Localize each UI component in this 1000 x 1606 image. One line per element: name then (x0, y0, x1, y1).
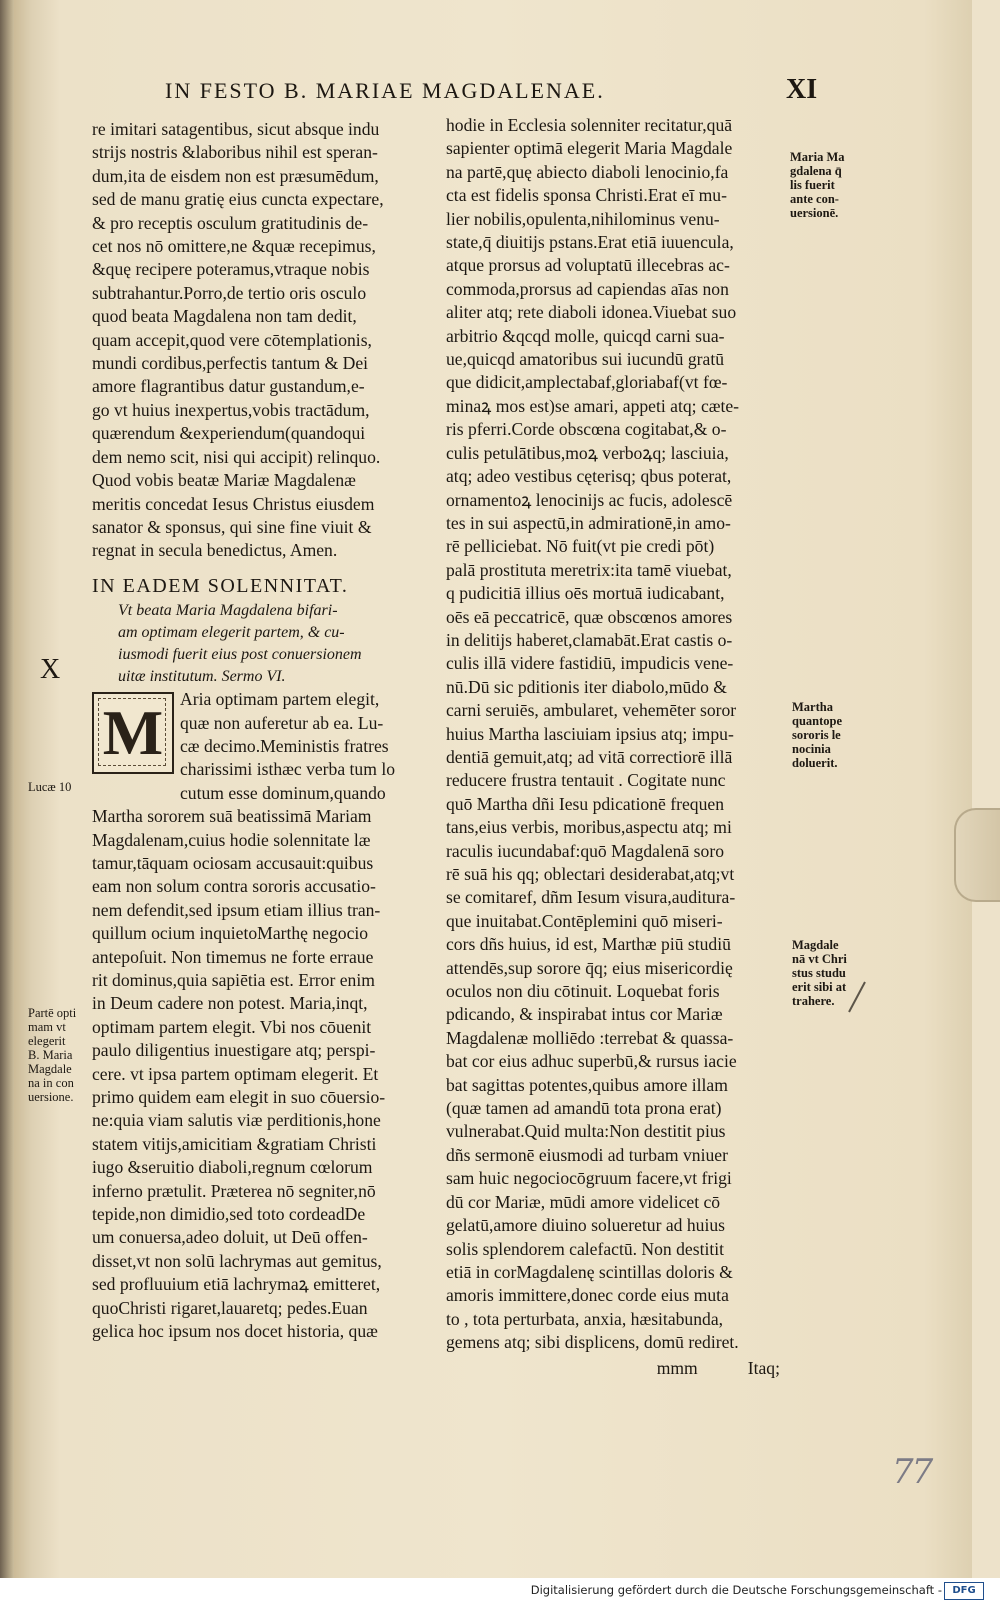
text-line: regnat in secula benedictus, Amen. (92, 540, 338, 561)
facing-page-edge (0, 0, 14, 1578)
running-head: IN FESTO B. MARIAE MAGDALENAE. (165, 78, 605, 103)
text-line: reducere frustra tentauit . Cogitate nunc (446, 770, 726, 791)
subtitle-line: uitæ institutum. Sermo VI. (118, 668, 286, 686)
margin-note-line: B. Maria (28, 1048, 73, 1062)
text-line: mundi cordibus,perfectis tantum & Dei (92, 353, 369, 374)
text-line: in Deum cadere non potest. Maria,inqt, (92, 993, 368, 1014)
margin-note-line: Lucæ 10 (28, 780, 72, 794)
text-line: quod beata Magdalena non tam dedit, (92, 306, 357, 327)
text-line: pdicando, & inspirabat intus cor Mariæ (446, 1004, 723, 1025)
text-line: ris pferri.Corde obscœna cogitabat,& o- (446, 419, 727, 440)
text-line: tes in sui aspectū,in admirationē,in amo- (446, 512, 731, 533)
text-line: cta est fidelis sponsa Christi.Erat eī mu- (446, 185, 727, 206)
margin-note-line: ante con- (790, 192, 839, 206)
text-line: charissimi isthæc verba tum lo (180, 759, 395, 780)
margin-note-line: nocinia (792, 742, 831, 756)
text-line: sed de manu gratię eius cuncta expectare, (92, 189, 384, 210)
text-line: cere. vt ipsa partem optimam elegerit. Et (92, 1063, 379, 1084)
section-heading: IN EADEM SOLENNITAT. (92, 574, 349, 597)
text-line: cutum esse dominum,quando (180, 782, 386, 803)
text-line: atque prorsus ad voluptatū illecebras ac- (446, 255, 730, 276)
text-line: culis petulātibus,moꝝ verboꝝq; lasciuia, (446, 442, 729, 463)
text-line: quam accepit,quod vere cōtemplationis, (92, 329, 372, 350)
margin-note-martha (792, 700, 842, 770)
text-line: paulo diligentius inuestigare atq; perspi- (92, 1040, 376, 1061)
margin-note-line: nā vt Chri (792, 952, 847, 966)
text-line: carni seruiēs, ambularet, vehemēter soror (446, 700, 737, 721)
folio-number: XI (786, 74, 818, 105)
text-line: cet nos nō omittere,ne &quæ recepimus, (92, 236, 376, 257)
dfg-logo-icon: DFG (944, 1582, 984, 1600)
text-line: antepoſuit. Non timemus ne forte erraue (92, 946, 374, 967)
text-line: disset,vt non solū lachrymas aut gemitus, (92, 1250, 382, 1271)
text-line: minaꝝ mos est)se amari, appeti atq; cæte- (446, 395, 740, 416)
text-line: rē pelliciebat. Nō fuit(vt pie credi pōt) (446, 536, 715, 557)
margin-note-line: Martha (792, 700, 833, 714)
text-line: sam huic negociocōgruum facere,vt frigi (446, 1168, 732, 1189)
digitization-credit: Digitalisierung gefördert durch die Deutsche Forschungsgemeinschaft - (530, 1583, 942, 1597)
text-line: Magdalenæ molliēdo :terrebat & quassa- (446, 1027, 734, 1048)
text-line: palā prostituta meretrix:ita tamē viuebat, (446, 559, 732, 580)
text-line: cæ decimo.Meministis fratres (180, 735, 389, 756)
margin-note-line: quantope (792, 714, 843, 728)
text-line: nem defendit,sed ipsum etiam illius tran- (92, 899, 381, 920)
catchword-line (446, 1357, 786, 1380)
margin-note-line: elegerit (28, 1034, 66, 1048)
text-line: iugo &seruitio diaboli,regnum cœlorum (92, 1157, 373, 1178)
text-line: cors dñs huius, id est, Marthæ piū studiū (446, 934, 731, 955)
margin-note-maria (790, 150, 845, 220)
text-line: rit dominus,quia sapiētia est. Error enim (92, 970, 375, 990)
text-line: um conuersa,adeo doluit, ut Deū offen- (92, 1227, 368, 1248)
text-line: rē suā his qq; oblectari desiderabat,atq;vt (446, 864, 735, 884)
text-line: ornamentoꝝ lenocinijs ac fucis, adolescē (446, 489, 733, 510)
text-line: state,q̄ diuitijs pstans.Erat etiā iuuencula, (446, 232, 734, 253)
left-column-text-a (92, 118, 437, 563)
margin-note-pars-optima (28, 1006, 76, 1104)
margin-note-line: Partē opti (28, 1006, 77, 1020)
left-column-text-b (92, 805, 437, 1343)
text-line: culis illā videre fastidiū, impudicis vene- (446, 653, 734, 674)
text-line: amore flagrantibus datur gustandum,e- (92, 376, 365, 397)
margin-note-line: Maria Ma (790, 150, 845, 164)
text-line: sapienter optimā elegerit Maria Magdale (446, 138, 733, 159)
text-line: arbitrio &qcqd molle, quicqd carni sua- (446, 325, 725, 346)
margin-note-line: doluerit. (792, 756, 838, 770)
text-line: hodie in Ecclesia solenniter recitatur,quā (446, 115, 733, 135)
text-line: statem vitijs,amicitiam &gratiam Christi (92, 1133, 377, 1154)
section-subtitle (92, 600, 437, 688)
decorated-initial (92, 692, 174, 774)
text-line: Aria optimam partem elegit, (180, 689, 380, 710)
text-line: quæ non auferetur ab ea. Lu- (180, 712, 384, 733)
margin-note-line: stus studu (792, 966, 846, 980)
text-line: (quæ tamen ad amandū tota prona erat) (446, 1098, 722, 1119)
text-line: commoda,prorsus ad capiendas aīas non (446, 278, 729, 299)
text-line: quoChristi rigaret,lauaretq; pedes.Euan (92, 1297, 368, 1318)
text-line: oēs eā peccatricē, quæ obscœnos amores (446, 606, 733, 627)
signature-mark: mmm (656, 1357, 698, 1378)
text-line: & pro receptis osculum gratitudinis de- (92, 212, 369, 233)
text-line: etiā in corMagdalenę scintillas doloris & (446, 1261, 733, 1282)
text-line: Magdalenam,cuius hodie solennitate læ (92, 829, 371, 850)
text-line: amoris immittere,donec corde eius muta (446, 1285, 729, 1306)
margin-note-luc (28, 780, 71, 794)
margin-note-line: gdalena q̄ (790, 164, 842, 178)
text-line: primo quidem eam elegit in suo cōuersio- (92, 1087, 386, 1108)
margin-note-line: trahere. (792, 994, 835, 1008)
text-line: nū.Dū sic pditionis iter diabolo,mūdo & (446, 676, 727, 697)
margin-note-line: sororis le (792, 728, 841, 742)
text-line: lier nobilis,opulenta,nihilominus venu- (446, 208, 720, 229)
text-line: to , tota perturbata, anxia, hæsitabunda, (446, 1308, 724, 1329)
margin-note-line: erit sibi at (792, 980, 847, 994)
text-line: attendēs,sup sorore q̄q; eius misericordię (446, 957, 733, 978)
text-line: sanator & sponsus, qui sine fine viuit & (92, 516, 372, 537)
text-line: aliter atq; rete diaboli idonea.Viuebat suo (446, 302, 737, 323)
margin-note-magdalena (792, 938, 847, 1008)
text-line: bat sagittas potentes,quibus amore illam (446, 1074, 728, 1095)
text-line: gelica hoc ipsum nos docet historia, quæ (92, 1321, 378, 1342)
subtitle-line: Vt beata Maria Magdalena bifari- (118, 602, 338, 620)
text-line: raculis iucundabaf:quō Magdalenā soro (446, 840, 724, 861)
handwritten-page-number: 77 (892, 1452, 932, 1492)
text-line: tans,eius verbis, moribus,aspectu atq; mi (446, 817, 732, 838)
text-line: ne:quia viam salutis viæ perditionis,hone (92, 1110, 381, 1131)
text-line: tepide,non dimidio,sed toto cordeadDe (92, 1204, 366, 1225)
text-line: subtrahantur.Porro,de tertio oris osculo (92, 282, 367, 303)
text-line: se comitaref, dñm Iesum visura,auditura- (446, 887, 736, 908)
text-line: meritis concedat Iesus Christus eiusdem (92, 493, 375, 514)
left-column (92, 118, 437, 1344)
text-line: Quod vobis beatæ Mariæ Magdalenæ (92, 470, 356, 491)
text-line: dum,ita de eisdem non est præsumēdum, (92, 165, 379, 186)
margin-note-line: uersione. (28, 1090, 74, 1104)
text-line: quillum ocium inquietoMarthę negocio (92, 923, 369, 944)
text-line: go vt huius inexpertus,vobis tractādum, (92, 399, 370, 420)
text-line: huius Martha lasciuiam ipsius atq; impu- (446, 723, 734, 744)
text-line: vulnerabat.Quid multa:Non destitit pius (446, 1121, 726, 1142)
initial-letter: M (102, 697, 164, 769)
text-line: tamur,tāquam ociosam accusauit:quibus (92, 852, 374, 873)
margin-note-line: Magdale (28, 1062, 72, 1076)
text-line: Martha sororem suā beatissimā Mariam (92, 806, 372, 827)
text-line: sed profluuium etiā lachrymaꝝ emitteret, (92, 1274, 381, 1295)
text-line: eam non solum contra sororis accusatio- (92, 876, 376, 897)
text-line: que inuitabat.Contēplemini quō miseri- (446, 910, 723, 931)
text-line: quō Martha dñi Iesu pdicationē frequen (446, 793, 724, 814)
text-line: ue,quicqd amatoribus sui iucundū gratū (446, 349, 725, 370)
margin-note-line: lis fuerit (790, 178, 835, 192)
initial-paragraph (92, 688, 437, 805)
catchword: Itaq; (747, 1357, 780, 1378)
right-column (446, 114, 786, 1380)
text-line: optimam partem elegit. Vbi nos cōuenit (92, 1016, 372, 1037)
text-line: in delitijs haberet,clamabāt.Erat castis o- (446, 629, 733, 650)
text-line: quærendum &experiendum(quandoqui (92, 423, 366, 444)
text-line: atq; adeo vestibus cęterisq; qbus poterat, (446, 466, 732, 487)
text-line: na partē,quę abiecto diaboli lenocinio,fa (446, 161, 729, 182)
text-line: que didicit,amplectabaf,gloriabaf(vt fœ- (446, 372, 728, 393)
text-line: inferno prætulit. Præterea nō segniter,nō (92, 1180, 376, 1201)
text-line: gelatū,amore diuino solueretur ad huius (446, 1215, 725, 1236)
text-line: solis splendorem calefactū. Non destitit (446, 1238, 725, 1259)
text-line: bat cor eius adhuc superbū,& rursus iacie (446, 1051, 737, 1072)
text-line: re imitari satagentibus, sicut absque indu (92, 119, 380, 139)
text-line: q pudicitiā illius oēs mortuā iudicabant, (446, 583, 725, 604)
margin-note-line: na in con (28, 1076, 74, 1090)
page-clip-tab (954, 808, 1000, 902)
margin-note-line: uersionē. (790, 206, 839, 220)
text-line: oculos non diu cōtinuit. Loquebat foris (446, 981, 720, 1002)
text-line: dentiā gemuit,atq; ad vitā correctiorē illā (446, 746, 733, 767)
margin-mark-x: X (40, 654, 61, 685)
text-line: &quę recipere poteramus,vtraque nobis (92, 259, 370, 280)
subtitle-line: am optimam elegerit partem, & cu- (118, 624, 345, 642)
text-line: dū cor Mariæ, mūdi amore videlicet cō (446, 1191, 721, 1212)
initial-lines (180, 688, 437, 805)
text-line: dem nemo scit, nisi qui accipit) relinquo. (92, 446, 381, 467)
subtitle-line: iusmodi fuerit eius post conuersionem (118, 646, 362, 664)
text-line: dñs sermonē eiusmodi ad turbam vniuer (446, 1144, 728, 1165)
margin-note-line: Magdale (792, 938, 839, 952)
text-line: strijs nostris &laboribus nihil est speran- (92, 142, 378, 163)
right-column-text (446, 114, 786, 1355)
margin-note-line: mam vt (28, 1020, 66, 1034)
text-line: gemens atq; sibi displicens, domū rediret. (446, 1332, 739, 1353)
